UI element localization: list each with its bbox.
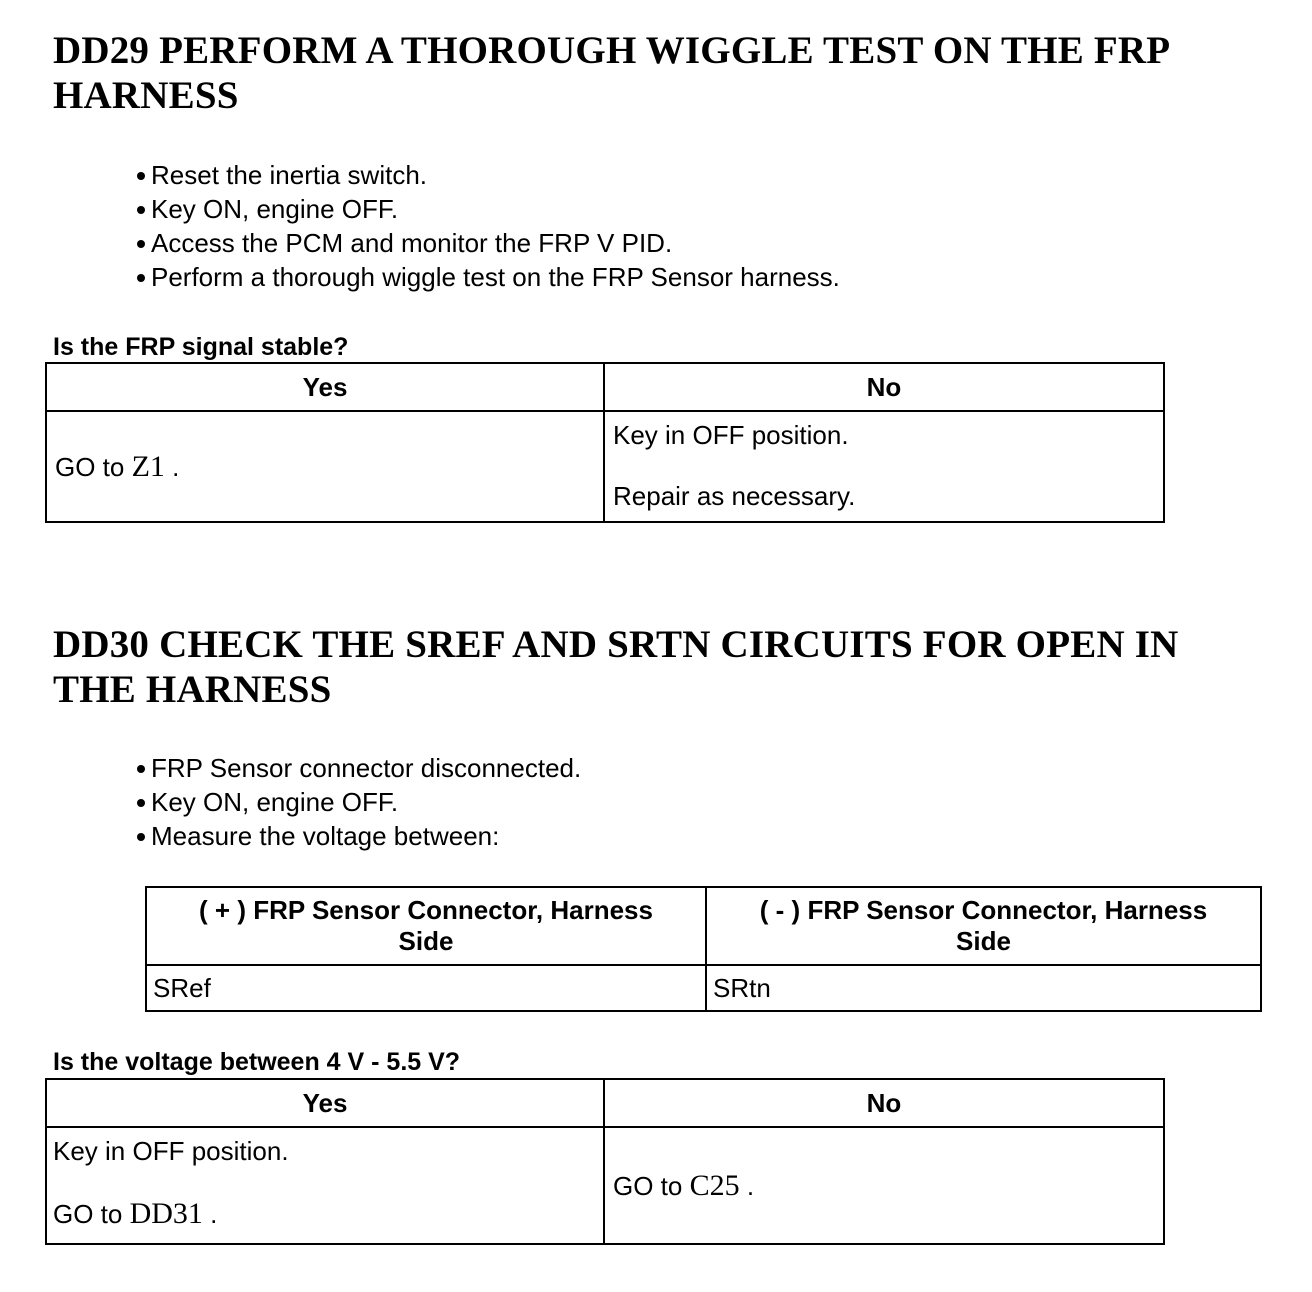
yes-header: Yes <box>46 1079 604 1127</box>
dd30-title-line1: DD30 CHECK THE SREF AND SRTN CIRCUITS FOR OPEN IN <box>53 623 1179 666</box>
yes-cell-goto <box>53 1197 595 1231</box>
table-row <box>146 965 1261 1011</box>
dd29-question: Is the FRP signal stable? <box>53 333 349 361</box>
c25-link[interactable]: C25 <box>689 1168 740 1202</box>
goto-label: GO to <box>613 1170 683 1201</box>
dd30-decision-table <box>45 1078 1165 1245</box>
dd29-heading <box>53 28 1293 118</box>
dd31-link[interactable]: DD31 <box>129 1197 203 1230</box>
goto-period: . <box>210 1199 218 1229</box>
dd29-title-line1: DD29 PERFORM A THOROUGH WIGGLE TEST ON THE FRP <box>53 29 1171 72</box>
table-header-row <box>46 363 1164 411</box>
dd29-decision-table <box>45 362 1165 523</box>
no-cell-line1: Key in OFF position. <box>613 420 849 450</box>
table-row <box>46 1127 1164 1244</box>
z1-link[interactable]: Z1 <box>131 449 165 483</box>
no-header: No <box>604 363 1164 411</box>
goto-period: . <box>172 451 180 482</box>
list-item: FRP Sensor connector disconnected. <box>135 751 581 785</box>
dd30-heading <box>53 622 1293 712</box>
list-item: Perform a thorough wiggle test on the FRP Sensor harness. <box>135 260 840 294</box>
table-header-row <box>46 1079 1164 1127</box>
yes-cell <box>46 411 604 522</box>
list-item: Access the PCM and monitor the FRP V PID. <box>135 226 840 260</box>
no-cell-line2: Repair as necessary. <box>613 481 856 511</box>
positive-lead-header: ( + ) FRP Sensor Connector, Harness Side <box>146 887 706 965</box>
dd29-title-line2: HARNESS <box>53 74 239 117</box>
negative-lead-value: SRtn <box>706 965 1261 1011</box>
table-header-row <box>146 887 1261 965</box>
list-item: Key ON, engine OFF. <box>135 785 581 819</box>
goto-label: GO to <box>53 1199 123 1229</box>
negative-lead-header: ( - ) FRP Sensor Connector, Harness Side <box>706 887 1261 965</box>
yes-cell-line1: Key in OFF position. <box>53 1136 289 1166</box>
goto-label: GO to <box>55 451 125 482</box>
table-row <box>46 411 1164 522</box>
yes-header: Yes <box>46 363 604 411</box>
list-item: Reset the inertia switch. <box>135 158 840 192</box>
no-cell <box>604 411 1164 522</box>
no-header: No <box>604 1079 1164 1127</box>
list-item: Key ON, engine OFF. <box>135 192 840 226</box>
positive-lead-value: SRef <box>146 965 706 1011</box>
goto-period: . <box>746 1170 755 1201</box>
dd30-measure-table <box>145 886 1262 1012</box>
dd30-steps-list <box>135 751 581 853</box>
yes-cell <box>46 1127 604 1244</box>
no-cell <box>604 1127 1164 1244</box>
dd30-title-line2: THE HARNESS <box>53 668 332 711</box>
list-item: Measure the voltage between: <box>135 819 581 853</box>
dd29-steps-list <box>135 158 840 294</box>
dd30-question: Is the voltage between 4 V - 5.5 V? <box>53 1048 461 1076</box>
